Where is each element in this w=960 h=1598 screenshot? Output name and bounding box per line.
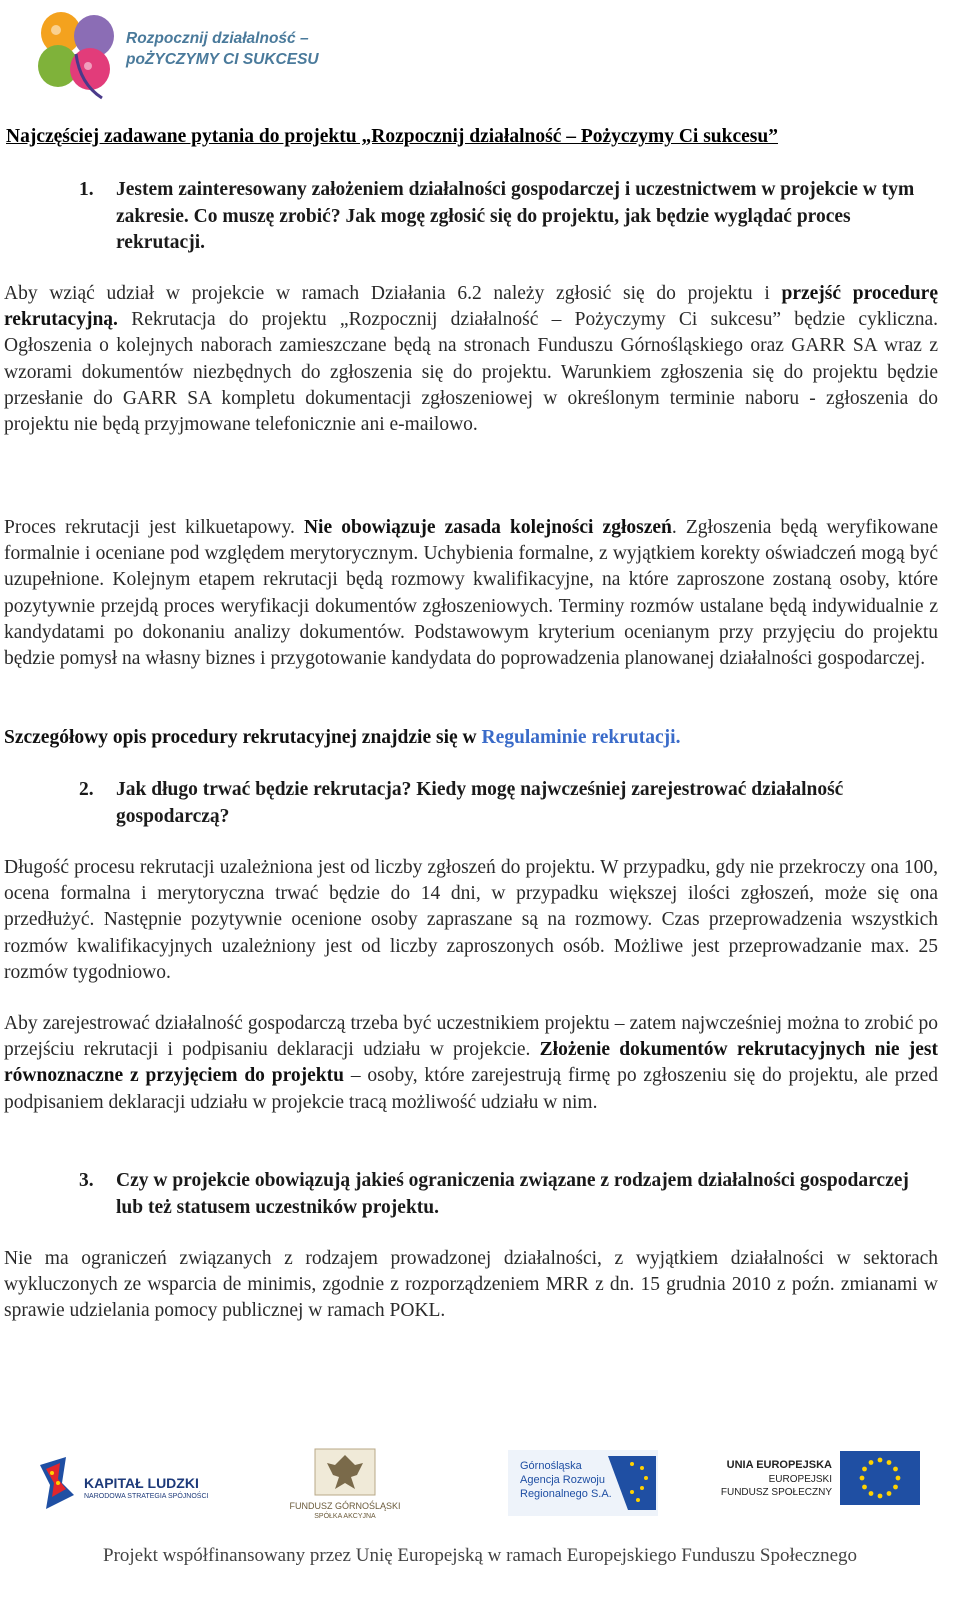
answer-1-paragraph-1	[4, 281, 938, 438]
text-run: Rekrutacja do projektu „Rozpocznij działalność – Pożyczymy Ci sukcesu” będzie cykliczna. Ogłoszenia o kolejnych naborach zamieszczane będą na stronach Funduszu Górnośląskiego oraz GARR SA wraz z wzorami dokumentów niezbędnych do zgłoszenia się do projektu. Warunkiem zgłoszenia się do projektu będzie przesłanie do GARR SA kompletu dokumentacji zgłoszeniowej w określonym terminie naboru - zgłoszenia do projektu nie będą przyjmowane telefonicznie ani e-mailowo.	[4, 309, 938, 436]
answer-3-paragraph-1: Nie ma ograniczeń związanych z rodzajem prowadzonej działalności, z wyjątkiem działalności w sektorach wykluczonych ze wsparcia de minimis, zgodnie z rozporządzeniem MRR z dn. 15 grudnia 2010 z poźn. zmianami w sprawie udzielania pomocy publicznej w ramach POKL.	[4, 1248, 938, 1322]
eu-efs-logo	[720, 1451, 930, 1517]
garr-logo	[508, 1450, 658, 1516]
clover-logo-icon	[28, 6, 128, 102]
question-text: Jestem zainteresowany założeniem działalności gospodarczej i uczestnictwem w projekcie w tym zakresie. Co muszę zrobić? Jak mogę zgłosić się do projektu, jak będzie wyglądać proces rekrutacji.	[116, 179, 915, 253]
ue-title: UNIA EUROPEJSKA	[726, 1459, 832, 1471]
question-2	[79, 777, 929, 830]
bold-text-run: przejść procedurę rekrutacyjną.	[4, 283, 938, 331]
answer-1-paragraph-2	[4, 515, 938, 672]
eagle-emblem-icon	[313, 1445, 377, 1497]
answer-1-paragraph-3	[4, 725, 938, 751]
garr-line-3: Regionalnego S.A.	[520, 1488, 612, 1500]
text-run: Aby wziąć udział w projekcie w ramach Działania 6.2 należy zgłosić się do projektu i	[4, 283, 782, 304]
answer-2-paragraph-2	[4, 1011, 938, 1116]
fg-subtitle: SPÓŁKA AKCYJNA	[314, 1513, 376, 1520]
eu-flag-icon	[840, 1451, 920, 1505]
ue-line-3: FUNDUSZ SPOŁECZNY	[720, 1487, 832, 1498]
answer-2-paragraph-1: Długość procesu rekrutacji uzależniona jest od liczby zgłoszeń do projektu. W przypadku, gdy nie przekroczy ona 100, ocena formalna i merytoryczna trwać będzie do 14 dni, w przypadku większej ilości zgłoszeń, może się ona przedłużyć. Następnie pozytywnie ocenione osoby zapraszane są na rozmowy. Czas przeprowadzenia wszystkich rozmów kwalifikacyjnych uzależniony jest od liczby zaproszonych osób. Możliwe jest przeprowadzanie max. 25 rozmów tygodniowo.	[4, 857, 938, 983]
fundusz-gornoslaski-logo	[285, 1445, 405, 1525]
question-text: Jak długo trwać będzie rekrutacja? Kiedy mogę najwcześniej zarejestrować działalność gospodarczą?	[116, 779, 844, 827]
logo-line-1: Rozpocznij działalność –	[126, 30, 309, 47]
question-text: Czy w projekcie obowiązują jakieś ograniczenia związane z rodzajem działalności gospodarczej lub też statusem uczestników projektu.	[116, 1170, 909, 1218]
kl-subtitle: NARODOWA STRATEGIA SPÓJNOŚCI	[84, 1493, 209, 1500]
logo-line-2: poŻYCZYMY CI SUKCESU	[126, 51, 319, 68]
bold-text-run: Szczegółowy opis procedury rekrutacyjnej znajdzie się w	[4, 727, 482, 748]
question-1	[79, 177, 929, 257]
text-run: . Zgłoszenia będą weryfikowane formalnie i oceniane pod względem merytorycznym. Uchybienia formalne, z wyjątkiem korekty oświadczeń mogą być uzupełnione. Kolejnym etapem rekrutacji będą rozmowy kwalifikacyjne, na które zaproszone zostaną osoby, które pozytywnie przejdą proces weryfikacji dokumentów zgłoszeniowych. Terminy rozmów ustalane będą indywidualnie z kandydatami po dokonaniu analizy dokumentów. Podstawowym kryterium ocenianym przy przyjęciu do projektu będzie pomysł na własny biznes i przygotowanie kandydata do poprowadzenia planowanej działalności gospodarczej.	[4, 517, 938, 670]
garr-line-2: Agencja Rozwoju	[520, 1474, 605, 1486]
bold-text-run: Nie obowiązuje zasada kolejności zgłoszeń	[303, 517, 672, 538]
ue-line-2: EUROPEJSKI	[768, 1474, 832, 1485]
text-run: Proces rekrutacji jest kilkuetapowy.	[4, 517, 304, 538]
footer-caption: Projekt współfinansowany przez Unię Europejską w ramach Europejskiego Funduszu Społecznego	[103, 1545, 857, 1566]
garr-line-1: Górnośląska	[520, 1460, 582, 1472]
project-logo	[28, 6, 328, 102]
kl-title: KAPITAŁ LUDZKI	[84, 1475, 199, 1491]
bold-text-run: Złożenie dokumentów rekrutacyjnych nie jest równoznaczne z przyjęciem do projektu	[4, 1039, 938, 1087]
question-3	[79, 1168, 929, 1221]
question-number: 2.	[79, 779, 94, 800]
kapital-ludzki-logo	[36, 1455, 236, 1515]
page-title: Najczęściej zadawane pytania do projektu „Rozpocznij działalność – Pożyczymy Ci sukcesu”	[6, 126, 778, 147]
regulamin-link[interactable]: Regulaminie rekrutacji.	[481, 727, 681, 748]
text-run: – osoby, które zarejestrują firmę po zgłoszeniu się do projektu, ale przed podpisaniem deklaracji udziału w projekcie tracą możliwość udziału w nim.	[4, 1065, 938, 1113]
question-number: 3.	[79, 1170, 94, 1191]
question-number: 1.	[79, 179, 94, 200]
logo-wordmark	[126, 28, 319, 70]
text-run: Aby zarejestrować działalność gospodarczą trzeba być uczestnikiem projektu – zatem najwcześniej można to zrobić po przejściu rekrutacji i podpisaniu deklaracji udziału w projekcie.	[4, 1013, 938, 1061]
footer-logos	[0, 1445, 960, 1535]
garr-eu-stars-icon	[608, 1456, 656, 1510]
fg-title: FUNDUSZ GÓRNOŚLĄSKI	[289, 1501, 401, 1511]
kapital-ludzki-flag-icon	[36, 1455, 78, 1511]
